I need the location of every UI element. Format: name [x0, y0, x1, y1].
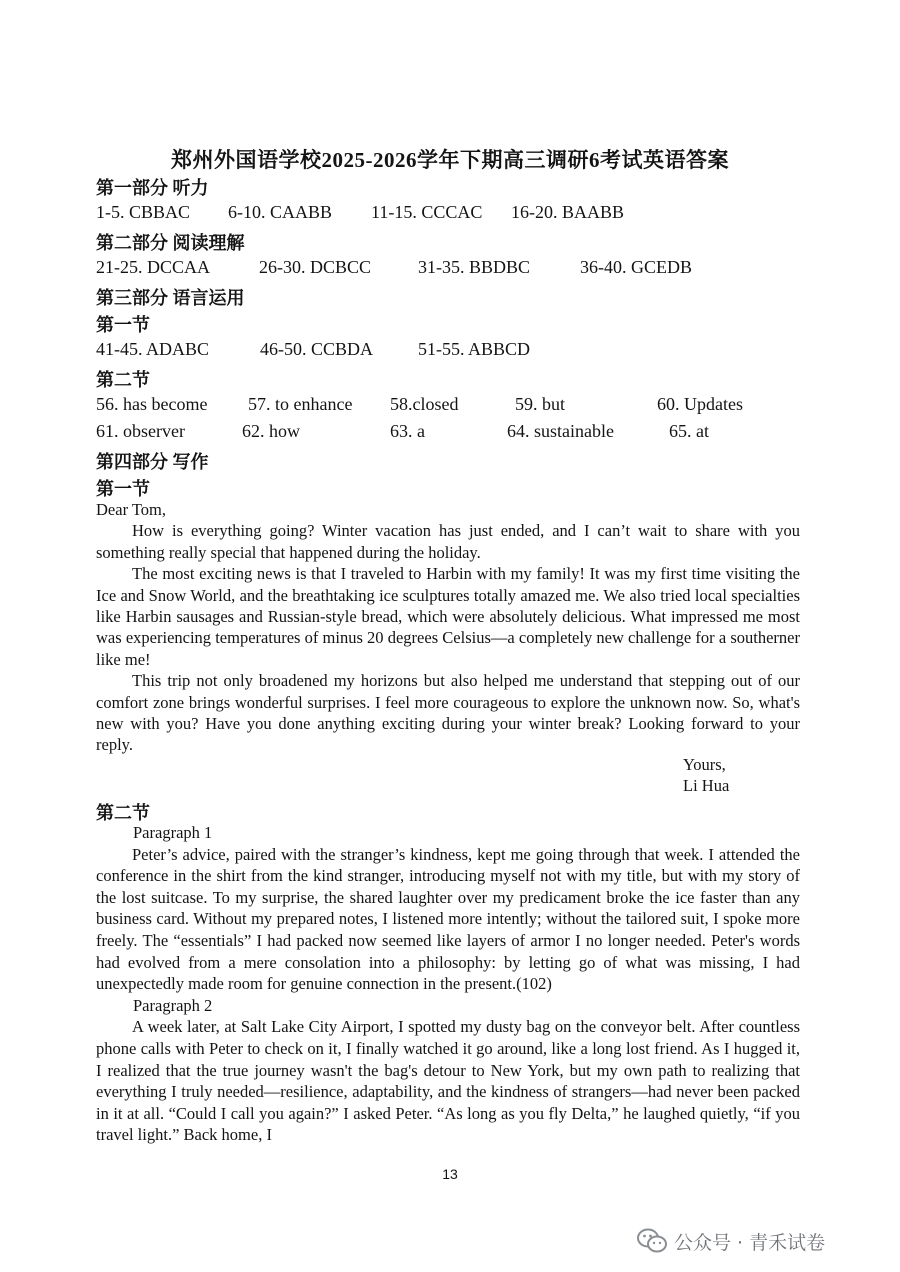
answer-group: 11-15. CCCAC: [371, 202, 483, 222]
letter-paragraph: This trip not only broadened my horizons but also helped me understand that stepping out of our comfort zone brings wonderful surprises. I feel more courageous to explore the unknown now. So, what's new with you? Have you done anything exciting during your winter break? Looking forward to your reply.: [96, 671, 800, 755]
letter-salutation: Dear Tom,: [96, 500, 167, 519]
answer-group: 41-45. ADABC: [96, 339, 210, 359]
part2-heading: 第二部分 阅读理解: [96, 233, 245, 253]
answer-group: 51-55. ABBCD: [418, 339, 531, 359]
essay-paragraph: Peter’s advice, paired with the stranger’s kindness, kept me going through that week. I attended the conference in the shirt from the kind stranger, introducing myself not with my title, but with my story of the lost suitcase. To my surprise, the shared laughter over my predicament broke the ice faster than any business card. Without my prepared notes, I listened more intently; without the tailored suit, I spoke more freely. The “essentials” I had packed now seemed like layers of armor I no longer needed. Peter's words had evolved from a mere consolation into a philosophy: by letting go of what was missing, I had unexpectedly made room for genuine connection in the present.(102): [96, 844, 800, 994]
answer-item: 60. Updates: [657, 394, 743, 414]
answer-item: 61. observer: [96, 421, 185, 441]
essay-paragraph: A week later, at Salt Lake City Airport, I spotted my dusty bag on the conveyor belt. After countless phone calls with Peter to check on it, I finally watched it go around, like a long lost friend. As I hugged it, I realized that the true journey wasn't the bag's detour to New York, but my own path to realizing that everything I truly needed—resilience, adaptability, and the kindness of strangers—had never been packed in it at all. “Could I call you again?” I asked Peter. “As long as you fly Delta,” he laughed quietly, “if you travel light.” Back home, I: [96, 1017, 800, 1145]
part1-heading: 第一部分 听力: [96, 178, 209, 198]
paragraph-label: Paragraph 1: [133, 823, 213, 842]
page-number: 13: [442, 1166, 458, 1182]
part4-section2-heading: 第二节: [96, 803, 150, 823]
answer-item: 63. a: [390, 421, 425, 441]
answer-group: 46-50. CCBDA: [260, 339, 374, 359]
answer-group: 16-20. BAABB: [511, 202, 625, 222]
answer-group: 36-40. GCEDB: [580, 257, 692, 277]
answer-item: 65. at: [669, 421, 709, 441]
letter-signature: Li Hua: [683, 776, 730, 795]
letter-paragraph: The most exciting news is that I traveled to Harbin with my family! It was my first time visiting the Ice and Snow World, and the breathtaking ice sculptures totally amazed me. We also tried local specialties like Harbin sausages and Russian-style bread, which were absolutely delicious. What impressed me most was experiencing temperatures of minus 20 degrees Celsius—a completely new challenge for a southerner like me!: [96, 564, 800, 669]
part3-heading: 第三部分 语言运用: [96, 288, 245, 308]
answer-item: 59. but: [515, 394, 566, 414]
answer-item: 64. sustainable: [507, 421, 614, 441]
answer-item: 56. has become: [96, 394, 208, 414]
part3-section1-heading: 第一节: [96, 315, 150, 335]
letter-closing: Yours,: [683, 755, 726, 774]
letter-essay: [96, 499, 800, 756]
answer-item: 57. to enhance: [248, 394, 353, 414]
watermark-text: 公众号 · 青禾试卷: [674, 1231, 826, 1254]
continuation-essay: [96, 822, 800, 1146]
wechat-official-account-icon: [636, 1227, 668, 1255]
paragraph-label: Paragraph 2: [133, 995, 213, 1015]
letter-paragraph: How is everything going? Winter vacation has just ended, and I can’t wait to share with you something really special that happened during the holiday.: [96, 521, 800, 562]
answer-group: 21-25. DCCAA: [96, 257, 211, 277]
part4-section1-heading: 第一节: [96, 479, 150, 499]
answer-item: 58.closed: [390, 394, 459, 414]
answer-group: 31-35. BBDBC: [418, 257, 531, 277]
answer-group: 6-10. CAABB: [228, 202, 333, 222]
part3-section2-heading: 第二节: [96, 370, 150, 390]
part4-heading: 第四部分 写作: [96, 452, 209, 472]
answer-group: 1-5. CBBAC: [96, 202, 191, 222]
document-title: 郑州外国语学校2025-2026学年下期高三调研6考试英语答案: [171, 148, 729, 172]
answer-group: 26-30. DCBCC: [259, 257, 372, 277]
answer-item: 62. how: [242, 421, 300, 441]
watermark: [636, 1226, 825, 1256]
